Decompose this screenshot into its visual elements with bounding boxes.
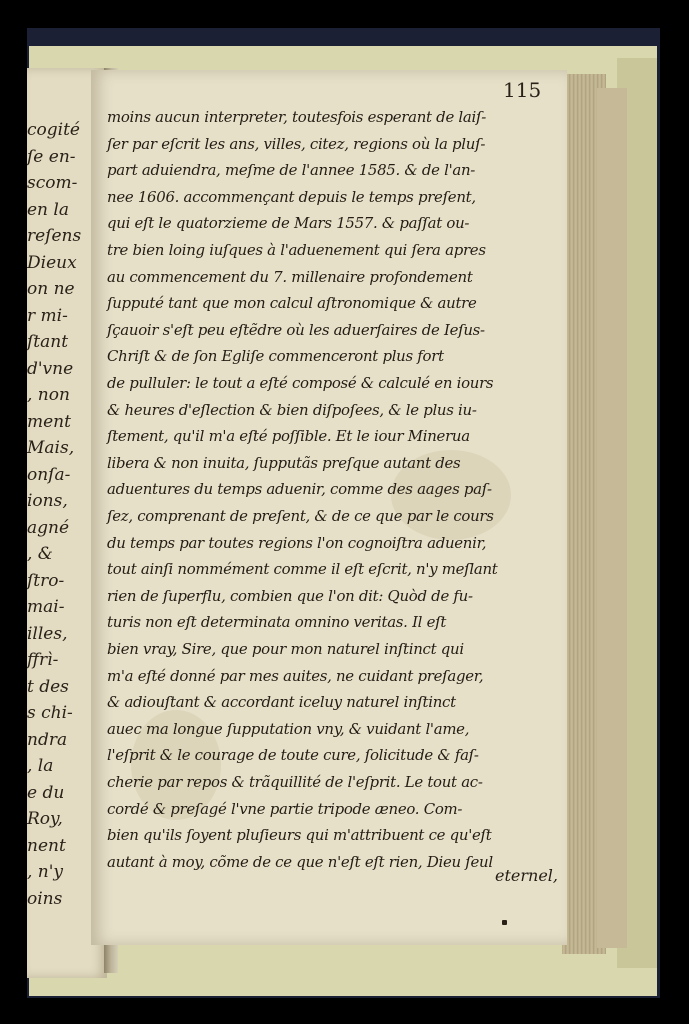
facing-page-fragment: oins (27, 888, 63, 909)
text-line: part aduiendra, meſme de l'annee 1585. & de l'an- (107, 161, 476, 180)
facing-page-fragment: ment (27, 411, 71, 432)
text-line: moins aucun interpreter, toutesfois esperant de laiſ- (107, 108, 486, 126)
scan-background (27, 28, 660, 998)
text-line: auec ma longue ſupputation vny, & vuidant l'ame, (107, 719, 470, 738)
signature-mark (502, 920, 507, 925)
text-line: tre bien loing iuſques à l'aduenement qui ſera apres (107, 241, 486, 259)
text-line: cherie par repos & trãquillité de l'eſprit. Le tout ac- (107, 773, 483, 791)
facing-page-fragment: ions, (27, 491, 68, 511)
text-line: autant à moy, cõme de ce que n'eſt eſt rien, Dieu ſeul (107, 852, 493, 871)
facing-page-fragment: reſens (27, 226, 82, 246)
facing-page-fragment: scom- (27, 173, 78, 193)
text-line: qui eſt le quatorzieme de Mars 1557. & paſſat ou- (107, 214, 470, 233)
facing-page-fragment: Mais, (27, 438, 75, 458)
page-number: 115 (503, 78, 542, 102)
text-line: l'eſprit & le courage de toute cure, ſolicitude & faſ- (107, 746, 479, 765)
text-line: rien de ſuperflu, combien que l'on dit: Quòd de fu- (107, 586, 473, 605)
text-line: ſtement, qu'il m'a eſté poſſible. Et le iour Minerua (107, 427, 470, 446)
facing-page-fragment: t des (27, 676, 69, 697)
facing-page-fragment: , & (27, 544, 53, 564)
text-line: ſupputé tant que mon calcul aſtronomique & autre (107, 294, 477, 313)
text-line: aduentures du temps aduenir, comme des aages paſ- (107, 480, 492, 499)
facing-page-fragment: , la (27, 756, 54, 776)
text-line: & adiouſtant & accordant iceluy naturel inſtinct (107, 693, 456, 712)
facing-page-fragment: ndra (27, 729, 68, 750)
text-line: cordé & preſagé l'vne partie tripode æneo. Com- (107, 799, 463, 818)
text-line: au commencement du 7. millenaire profondement (107, 267, 473, 286)
facing-page-fragment: r mi- (27, 305, 68, 326)
page-edges-outer (597, 88, 627, 948)
text-line: nee 1606. accommençant depuis le temps preſent, (107, 187, 476, 206)
facing-page-fragment: en la (27, 199, 69, 220)
text-line: bien vray, Sire, que pour mon naturel inſtinct qui (107, 640, 464, 658)
facing-page-fragment: Dieux (27, 252, 77, 273)
text-line: & heures d'eſlection & bien diſpoſees, & le plus iu- (107, 400, 477, 419)
text-line: ſçauoir s'eſt peu eſtẽdre où les aduerſaires de Ieſus- (107, 320, 485, 339)
text-line: tout ainſi nommément comme il eſt eſcrit, n'y meſlant (107, 560, 498, 579)
facing-page-fragment: illes, (27, 623, 68, 644)
facing-page-fragment: cogité (27, 120, 80, 140)
text-line: du temps par toutes regions l'on cognoiſtra aduenir, (107, 533, 487, 552)
facing-page-fragment: , non (27, 385, 70, 405)
facing-page-fragment: agné (27, 517, 70, 538)
facing-page-fragment: on ne (27, 279, 75, 299)
text-line: Chriſt & de ſon Egliſe commenceront plus fort (107, 347, 444, 366)
facing-page-fragment: onſa- (27, 464, 71, 485)
facing-page-fragment: ſe en- (27, 146, 76, 167)
text-line: libera & non inuita, ſupputãs preſque autant des (107, 453, 461, 472)
facing-page-fragment: , n'y (27, 862, 64, 882)
text-line: ſer par eſcrit les ans, villes, citez, regions où la pluſ- (107, 134, 486, 153)
text-line: de pulluler: le tout a eſté composé & calculé en iours (107, 374, 494, 392)
text-line: ſez, comprenant de preſent, & de ce que par le cours (107, 507, 494, 525)
facing-page-fragment: e du (27, 782, 65, 803)
facing-page-fragment: d'vne (27, 358, 74, 379)
facing-page-fragment: Roy, (27, 809, 63, 829)
facing-page-fragment: ſtant (27, 332, 69, 352)
text-line: bien qu'ils ſoyent pluſieurs qui m'attribuent ce qu'eſt (107, 826, 492, 845)
facing-page-fragment: mai- (27, 597, 65, 617)
facing-page-fragment: ffrì- (27, 650, 59, 670)
facing-page-fragment: ſtro- (27, 570, 65, 591)
facing-page-fragment: nent (27, 835, 66, 856)
facing-page-fragment: s chi- (27, 703, 73, 723)
text-line: turis non eſt determinata omnino veritas. Il eſt (107, 613, 447, 632)
text-line: m'a eſté donné par mes auites, ne cuidant preſager, (107, 666, 484, 685)
catchword: eternel, (495, 866, 558, 885)
